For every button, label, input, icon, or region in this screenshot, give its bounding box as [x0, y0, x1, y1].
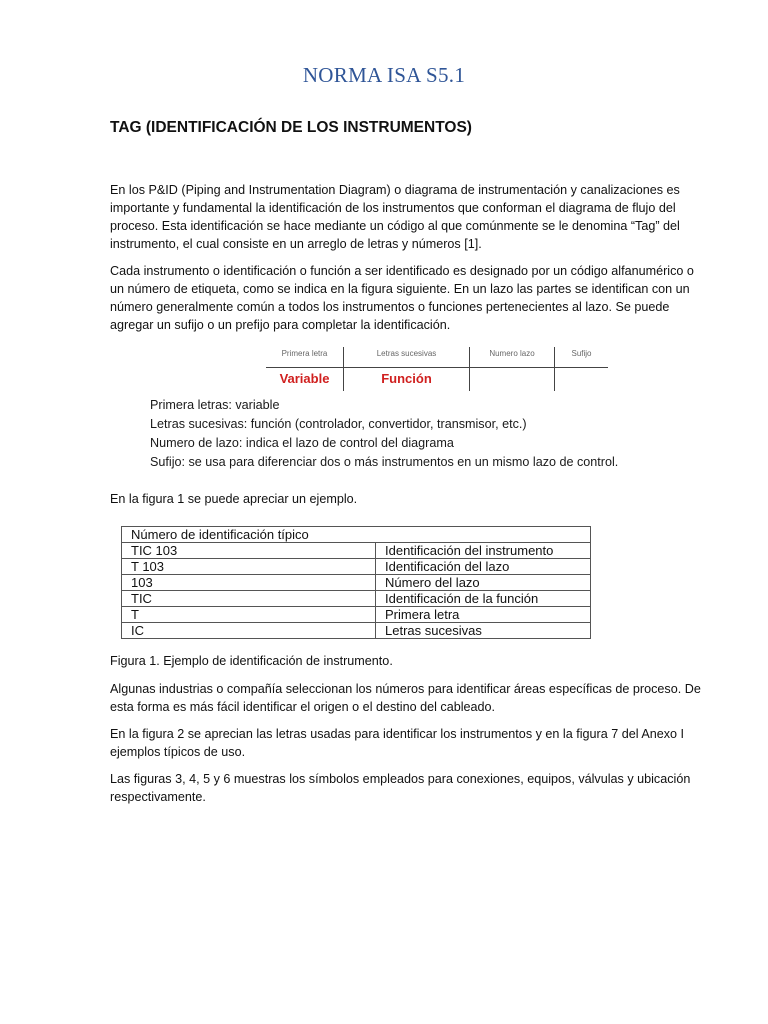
- paragraph-intro: En los P&ID (Piping and Instrumentation Diagram) o diagrama de instrumentación y canalizaciones es importante y fundamental la identificación de los instrumentos que conforman el diagrama de flujo del proceso. Esta identificación se hace mediante un código al que comúnmente se le denomina “Tag” del instrumento, el cual consiste en un arreglo de letras y números [1].: [110, 183, 680, 251]
- table-header-cell: Número de identificación típico: [122, 527, 591, 543]
- tag-column-loop-number: [470, 345, 554, 391]
- paragraph-figure-intro: En la figura 1 se puede apreciar un ejemplo.: [110, 492, 358, 506]
- paragraph-figure-2: En la figura 2 se aprecian las letras usadas para identificar los instrumentos y en la figura 7 del Anexo I ejemplos típicos de uso.: [110, 727, 685, 759]
- tag-column-header: Numero lazo: [489, 349, 535, 358]
- tag-column-header: Primera letra: [281, 349, 328, 358]
- table-cell-meaning: Número del lazo: [376, 575, 591, 591]
- table-cell-code: T: [122, 607, 376, 623]
- tag-column-header: Letras sucesivas: [376, 349, 437, 358]
- tag-column-suffix: [555, 345, 608, 391]
- tag-column-value: Función: [381, 371, 432, 386]
- tag-legend: [150, 396, 710, 472]
- paragraph-industries: Algunas industrias o compañía seleccionan los números para identificar áreas específicas de proceso. De esta forma es más fácil identificar el origen o el destino del cableado.: [110, 682, 701, 714]
- table-cell-code: TIC: [122, 591, 376, 607]
- table-cell-meaning: Letras sucesivas: [376, 623, 591, 639]
- table-row: [122, 559, 591, 575]
- table-row: [122, 591, 591, 607]
- tag-column-header: Sufijo: [571, 349, 592, 358]
- section-heading: TAG (IDENTIFICACIÓN DE LOS INSTRUMENTOS): [110, 119, 472, 136]
- tag-structure-figure: [266, 345, 608, 391]
- table-cell-meaning: Identificación del lazo: [376, 559, 591, 575]
- table-cell-code: T 103: [122, 559, 376, 575]
- legend-item: Numero de lazo: indica el lazo de control del diagrama: [150, 436, 454, 450]
- legend-item: Letras sucesivas: función (controlador, convertidor, transmisor, etc.): [150, 417, 527, 431]
- tag-column-value: Variable: [279, 371, 330, 386]
- table-header-row: [122, 527, 591, 543]
- table-cell-meaning: Identificación de la función: [376, 591, 591, 607]
- paragraph-tag-code: Cada instrumento o identificación o función a ser identificado es designado por un código alfanumérico o un número de etiqueta, como se indica en la figura siguiente. En un lazo las partes se identifican con un número generalmente común a todos los instrumentos o funciones pertenecientes al lazo. Se puede agregar un sufijo o un prefijo para completar la identificación.: [110, 264, 694, 332]
- table-row: [122, 623, 591, 639]
- table-row: [122, 575, 591, 591]
- table-row: [122, 607, 591, 623]
- document-title: NORMA ISA S5.1: [302, 63, 466, 87]
- table-cell-code: IC: [122, 623, 376, 639]
- legend-item: Primera letras: variable: [150, 398, 280, 412]
- table-cell-meaning: Identificación del instrumento: [376, 543, 591, 559]
- table-cell-code: 103: [122, 575, 376, 591]
- table-cell-code: TIC 103: [122, 543, 376, 559]
- table-row: [122, 543, 591, 559]
- figure-caption: Figura 1. Ejemplo de identificación de instrumento.: [110, 654, 393, 668]
- table-cell-meaning: Primera letra: [376, 607, 591, 623]
- legend-item: Sufijo: se usa para diferenciar dos o más instrumentos en un mismo lazo de control.: [150, 455, 619, 469]
- identification-example-table: [121, 526, 591, 639]
- paragraph-figures-3-6: Las figuras 3, 4, 5 y 6 muestras los símbolos empleados para conexiones, equipos, válvulas y ubicación respectivamente.: [110, 772, 691, 804]
- tag-column-first-letter: [266, 345, 343, 391]
- tag-column-successive-letters: [344, 345, 469, 391]
